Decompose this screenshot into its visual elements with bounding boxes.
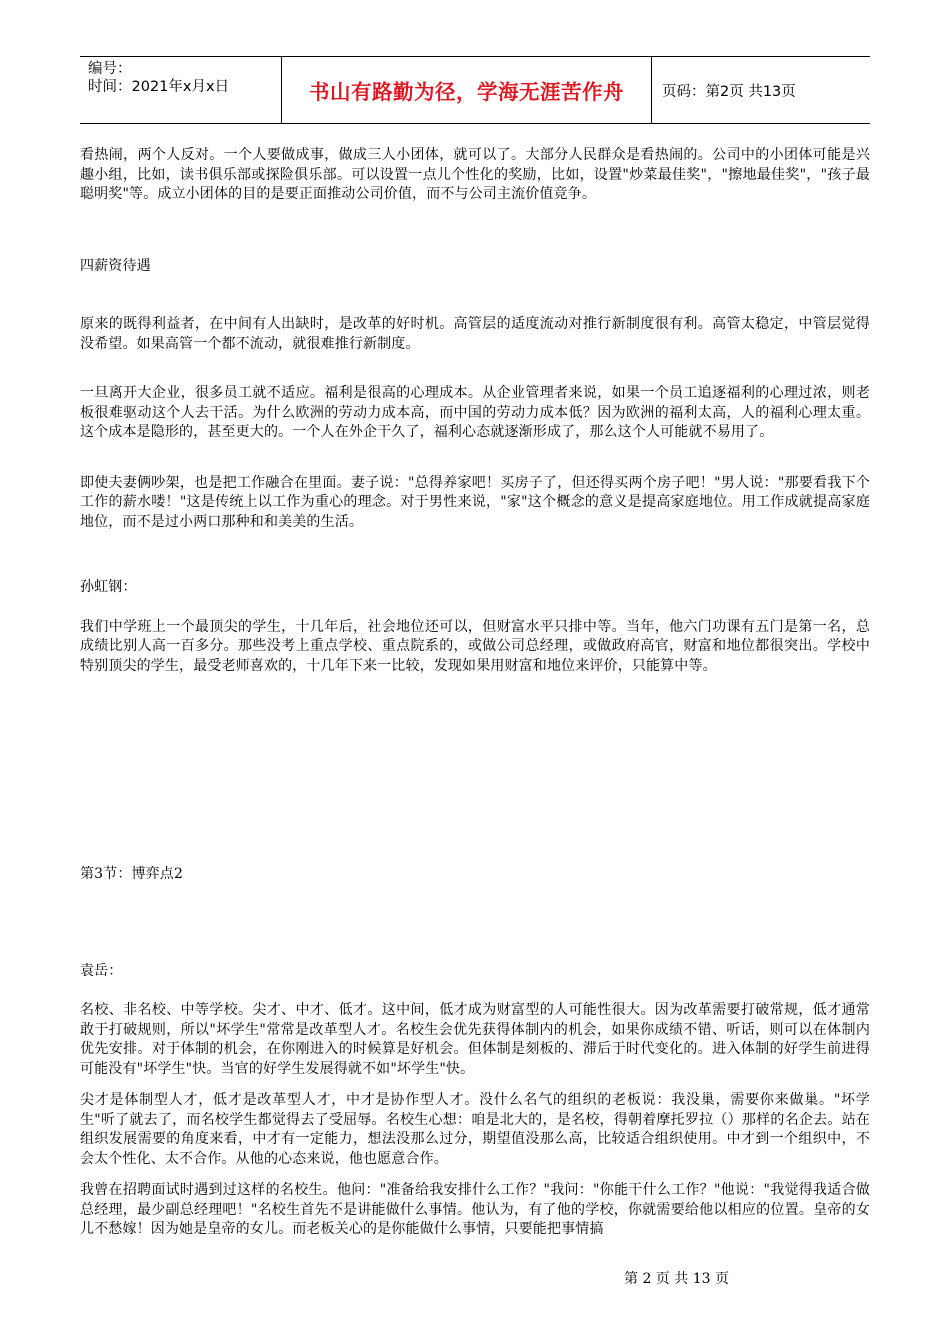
paragraph-talent-types: 尖才是体制型人才，低才是改革型人才，中才是协作型人才。没什么名气的组织的老板说：我没巢，需要你来做巢。"坏学生"听了就去了，而名校学生都觉得去了受屈辱。名校生心想：咱是北大的，是名校，得朝着摩托罗拉（）那样的名企去。站在组织发展需要的角度来看，中才有一定能力，想法没那么过分，期望值没那么高，比较适合组织使用。中才到一个组织中，不会太个性化、太不合作。从他的心态来说，他也愿意合作。 [80, 1092, 870, 1167]
header-meta [80, 57, 282, 123]
paragraph-small-group: 看热闹，两个人反对。一个人要做成事，做成三人小团体，就可以了。大部分人民群众是看热闹的。公司中的小团体可能是兴趣小组，比如，读书俱乐部或探险俱乐部。可以设置一点儿个性化的奖励，比如，设置"炒菜最佳奖"，"擦地最佳奖"，"孩子最聪明奖"等。成立小团体的目的是要正面推动公司价值，而不与公司主流价值竞争。 [80, 147, 870, 202]
section-heading-salary: 四薪资待遇 [80, 257, 151, 274]
paragraph-interview-story: 我曾在招聘面试时遇到过这样的名校生。他问："准备给我安排什么工作？"我问："你能干什么工作？"他说："我觉得我适合做总经理，最少副总经理吧！"名校生首先不是讲能做什么事情。他认为，有了他的学校，你就需要给他以相应的位置。皇帝的女儿不愁嫁！因为她是皇帝的女儿。而老板关心的是你能做什么事情，只要能把事情搞 [80, 1182, 870, 1237]
paragraph-couple-quarrel: 即使夫妻俩吵架，也是把工作融合在里面。妻子说："总得养家吧！买房子了，但还得买两个房子吧！"男人说："那要看我下个工作的薪水喽！"这是传统上以工作为重心的理念。对于男性来说，"家"这个概念的意义是提高家庭地位。用工作成就提高家庭地位，而不是过小两口那种和和美美的生活。 [80, 474, 870, 530]
document-body [80, 146, 870, 1240]
paragraph-school-tiers: 名校、非名校、中等学校。尖才、中才、低才。这中间，低才成为财富型的人可能性很大。因为改革需要打破常规，低才通常敢于打破规则，所以"坏学生"常常是改革型人才。名校生会优先获得体制内的机会，如果你成绩不错、听话，则可以在体制内优先安排。对于体制的机会，在你刚进入的时候算是好机会。但体制是刻板的、滞后于时代变化的。进入体制的好学生前进得可能没有"坏学生"快。当官的好学生发展得就不如"坏学生"快。 [80, 1002, 870, 1077]
document-number-label: 编号： [88, 61, 132, 77]
paragraph-top-student: 我们中学班上一个最顶尖的学生，十几年后，社会地位还可以，但财富水平只排中等。当年，他六门功课有五门是第一名，总成绩比别人高一百多分。那些没考上重点学校、重点院系的，或做公司总经理，或做政府高官，财富和地位都很突出。学校中特别顶尖的学生，最受老师喜欢的，十几年下来一比较，发现如果用财富和地位来评价，只能算中等。 [80, 618, 870, 674]
document-time-label: 时间：2021年x月x日 [88, 79, 230, 95]
paragraph-vested-interests: 原来的既得利益者，在中间有人出缺时，是改革的好时机。高管层的适度流动对推行新制度很有利。高管太稳定，中管层觉得没希望。如果高管一个都不流动，就很难推行新制度。 [80, 316, 870, 352]
page-footer: 第 2 页 共 13 页 [624, 1271, 729, 1287]
speaker-yuan-yue: 袁岳： [80, 962, 123, 979]
section-heading-game-point: 第3节：博弈点2 [80, 866, 184, 882]
paragraph-welfare-cost: 一旦离开大企业，很多员工就不适应。福利是很高的心理成本。从企业管理者来说，如果一个员工追逐福利的心理过浓，则老板很难驱动这个人去干活。为什么欧洲的劳动力成本高，而中国的劳动力成本低？因为欧洲的福利太高，人的福利心理太重。这个成本是隐形的，甚至更大的。一个人在外企干久了，福利心态就逐渐形成了，那么这个人可能就不易用了。 [80, 385, 870, 440]
header-motto: 书山有路勤为径，学海无涯苦作舟 [282, 57, 652, 123]
speaker-sun-honggang: 孙虹钢： [80, 579, 137, 595]
page-header [80, 56, 870, 124]
header-page-info: 页码：第2页 共13页 [662, 83, 796, 100]
